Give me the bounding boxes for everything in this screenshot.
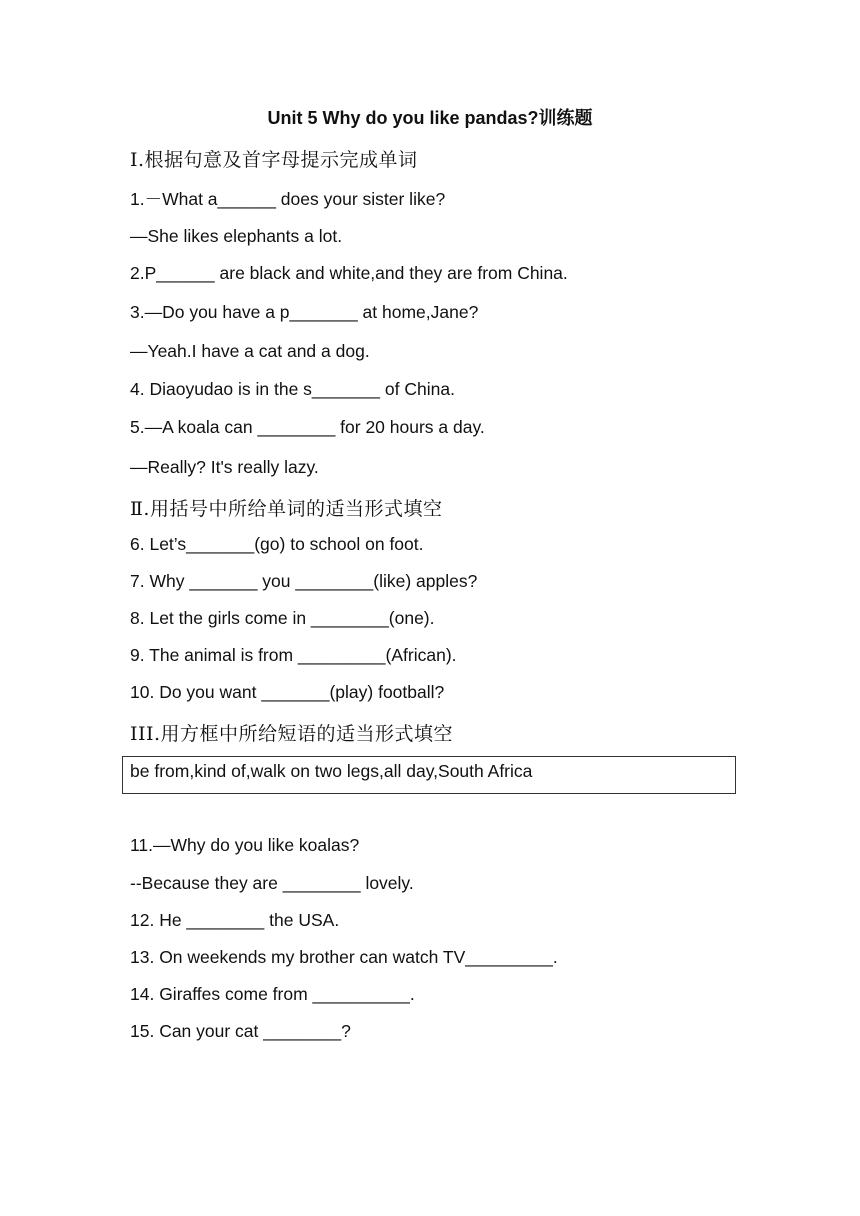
question-line: 7. Why _______ you ________(like) apples? bbox=[130, 571, 478, 591]
question-line: 13. On weekends my brother can watch TV_________. bbox=[130, 947, 558, 967]
question-line: 2.P______ are black and white,and they are from China. bbox=[130, 263, 568, 283]
section-2-heading: Ⅱ.用括号中所给单词的适当形式填空 bbox=[130, 498, 443, 520]
question-line: 3.—Do you have a p_______ at home,Jane? bbox=[130, 302, 479, 322]
question-line: 14. Giraffes come from __________. bbox=[130, 984, 415, 1004]
question-line: —She likes elephants a lot. bbox=[130, 226, 343, 246]
question-line: 1.－What a______ does your sister like? bbox=[130, 189, 446, 209]
section-3-heading: III.用方框中所给短语的适当形式填空 bbox=[130, 723, 454, 745]
question-line: 12. He ________ the USA. bbox=[130, 910, 340, 930]
question-line: 15. Can your cat ________? bbox=[130, 1021, 351, 1041]
question-line: --Because they are ________ lovely. bbox=[130, 873, 414, 893]
question-line: 11.—Why do you like koalas? bbox=[130, 835, 360, 855]
question-line: —Yeah.I have a cat and a dog. bbox=[130, 341, 370, 361]
question-line: 8. Let the girls come in ________(one). bbox=[130, 608, 435, 628]
question-line: 6. Let’s_______(go) to school on foot. bbox=[130, 534, 424, 554]
page-title: Unit 5 Why do you like pandas?训练题 bbox=[267, 108, 593, 128]
question-line: 9. The animal is from _________(African). bbox=[130, 645, 457, 665]
question-line: —Really? It's really lazy. bbox=[130, 457, 319, 477]
question-line: 4. Diaoyudao is in the s_______ of China. bbox=[130, 379, 455, 399]
word-box-text: be from,kind of,walk on two legs,all day,South Africa bbox=[130, 761, 533, 781]
word-box bbox=[122, 756, 736, 794]
section-1-heading: Ⅰ.根据句意及首字母提示完成单词 bbox=[130, 149, 418, 171]
question-line: 10. Do you want _______(play) football? bbox=[130, 682, 445, 702]
question-line: 5.—A koala can ________ for 20 hours a day. bbox=[130, 417, 485, 437]
